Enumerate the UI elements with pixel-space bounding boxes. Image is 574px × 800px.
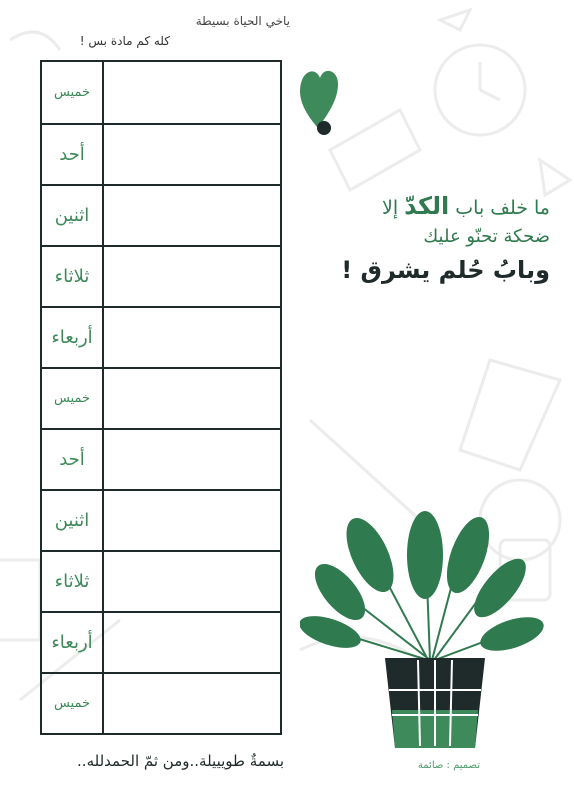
entry-cell[interactable] (104, 430, 280, 489)
day-label: خميس (42, 62, 104, 123)
day-label: خميس (42, 369, 104, 428)
day-label: أحد (42, 430, 104, 489)
quote-line-1 (300, 192, 550, 222)
day-label: ثلاثاء (42, 247, 104, 306)
table-row (42, 123, 280, 184)
designer-credit: تصميم : صائمة (417, 760, 480, 771)
header-line-2: كله كم مادة بس ! (79, 34, 170, 48)
day-label: أحد (42, 125, 104, 184)
entry-cell[interactable] (104, 125, 280, 184)
day-label: اثنين (42, 491, 104, 550)
day-label: خميس (42, 674, 104, 733)
footer-note: بسمةٌ طويييلة..ومن ثمّ الحمدلله.. (77, 752, 284, 770)
day-label: اثنين (42, 186, 104, 245)
table-row (42, 611, 280, 672)
table-row (42, 428, 280, 489)
quote-line-1-end: إلا (382, 197, 405, 219)
table-row (42, 62, 280, 123)
day-label: ثلاثاء (42, 552, 104, 611)
entry-cell[interactable] (104, 369, 280, 428)
heart-icon (294, 56, 344, 140)
entry-cell[interactable] (104, 674, 280, 733)
entry-cell[interactable] (104, 613, 280, 672)
table-row (42, 550, 280, 611)
entry-cell[interactable] (104, 491, 280, 550)
table-row (42, 672, 280, 733)
table-row (42, 367, 280, 428)
quote-line-1-start: ما خلف باب (449, 197, 550, 219)
table-row (42, 245, 280, 306)
table-row (42, 184, 280, 245)
quote-line-3: وبابُ حُلم يشرق ! (341, 256, 550, 284)
quote-line-2: ضحكة تحنّو عليك (423, 226, 550, 247)
schedule-table (40, 60, 282, 735)
day-label: أربعاء (42, 613, 104, 672)
entry-cell[interactable] (104, 552, 280, 611)
quote-block (300, 192, 550, 288)
entry-cell[interactable] (104, 247, 280, 306)
plant-illustration (300, 510, 550, 750)
table-row (42, 489, 280, 550)
header-line-1: ياخي الحياة بسيطة (195, 14, 290, 28)
entry-cell[interactable] (104, 186, 280, 245)
entry-cell[interactable] (104, 308, 280, 367)
day-label: أربعاء (42, 308, 104, 367)
entry-cell[interactable] (104, 62, 280, 123)
table-row (42, 306, 280, 367)
quote-line-1-emphasis: الكدّ (404, 192, 450, 220)
